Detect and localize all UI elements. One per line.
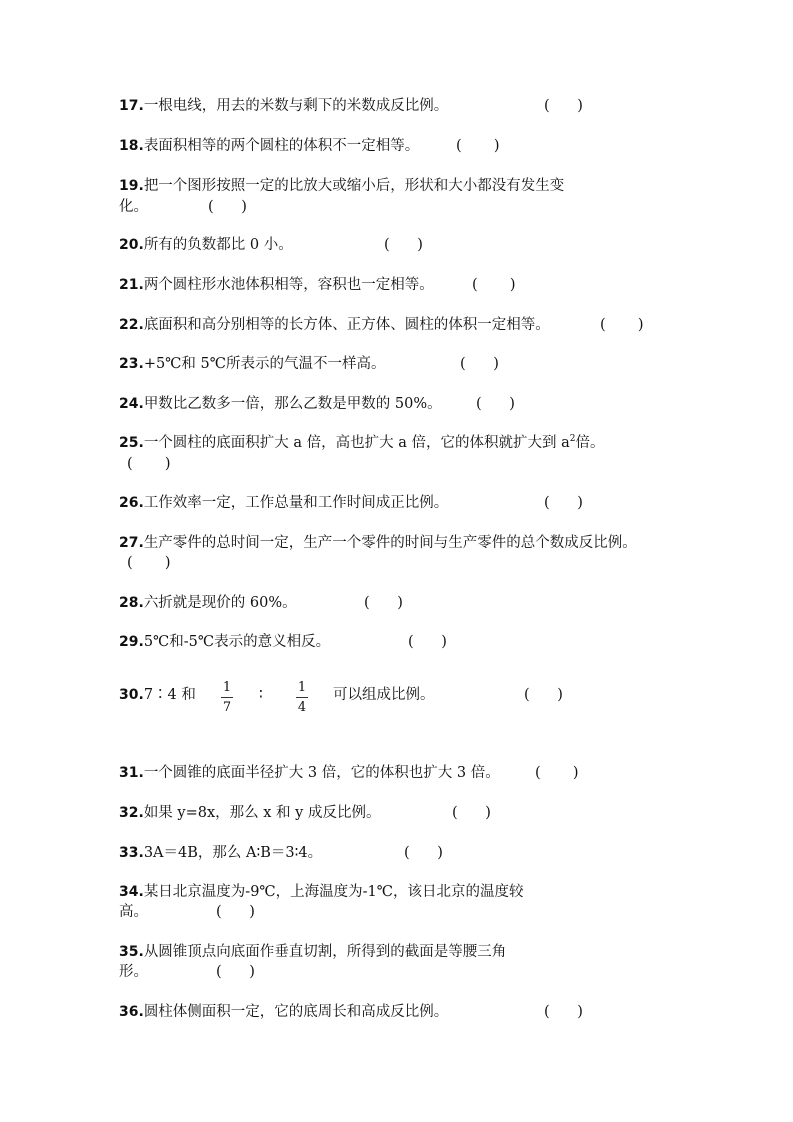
answer-bracket[interactable]: ( ) (524, 687, 563, 703)
question-number: 17. (119, 98, 144, 114)
question-text: 7∶4 和 (143, 687, 196, 703)
question-number: 19. (119, 178, 144, 194)
question-number: 29. (119, 634, 144, 650)
question-text: 倍。 (575, 435, 605, 451)
denominator: 7 (222, 700, 232, 715)
question-text: 一个圆柱的底面积扩大 a 倍，高也扩大 a 倍，它的体积就扩大到 a (143, 435, 570, 451)
question-25 (119, 434, 605, 452)
question-32 (119, 804, 380, 822)
answer-bracket[interactable]: ( ) (600, 317, 644, 333)
question-28 (119, 594, 297, 612)
question-text: 如果 y=8x，那么 x 和 y 成反比例。 (143, 805, 381, 821)
question-34 (119, 883, 524, 901)
question-text: 表面积相等的两个圆柱的体积不一定相等。 (143, 138, 420, 154)
question-33 (119, 844, 322, 862)
question-number: 30. (119, 687, 144, 703)
numerator: 1 (297, 680, 307, 695)
question-text: 一个圆锥的底面半径扩大 3 倍，它的体积也扩大 3 倍。 (143, 765, 500, 781)
question-30 (119, 686, 196, 704)
question-35 (119, 943, 506, 961)
answer-bracket[interactable]: ( ) (472, 277, 516, 293)
question-18 (119, 137, 419, 155)
denominator: 4 (297, 700, 307, 715)
fraction-bar (296, 697, 308, 698)
question-text: 生产零件的总时间一定，生产一个零件的时间与生产零件的总个数成反比例。 (143, 535, 637, 551)
question-number: 28. (119, 595, 144, 611)
question-text: 把一个图形按照一定的比放大或缩小后，形状和大小都没有发生变 (143, 178, 565, 194)
answer-bracket[interactable]: ( ) (544, 98, 583, 114)
answer-bracket[interactable]: ( ) (216, 964, 255, 980)
question-text: 圆柱体侧面积一定，它的底周长和高成反比例。 (143, 1004, 449, 1020)
question-31 (119, 764, 500, 782)
question-24 (119, 395, 442, 413)
question-19 (119, 177, 564, 195)
question-26 (119, 494, 448, 512)
question-19-continuation (119, 198, 148, 216)
question-text: 一根电线，用去的米数与剩下的米数成反比例。 (143, 98, 449, 114)
numerator: 1 (222, 680, 232, 695)
question-text: 3A＝4B，那么 A∶B＝3∶4。 (143, 845, 323, 861)
question-21 (119, 276, 434, 294)
fraction-one-fourth (294, 680, 310, 715)
answer-bracket[interactable]: ( ) (452, 805, 491, 821)
question-text: 某日北京温度为-9℃，上海温度为-1℃，该日北京的温度较 (143, 884, 524, 900)
question-text: 形。 (119, 964, 148, 980)
question-text: 化。 (119, 199, 148, 215)
question-number: 35. (119, 944, 144, 960)
question-text: 两个圆柱形水池体积相等，容积也一定相等。 (143, 277, 434, 293)
question-number: 34. (119, 884, 144, 900)
question-text: 可以组成比例。 (333, 687, 435, 703)
question-number: 21. (119, 277, 144, 293)
question-number: 26. (119, 495, 144, 511)
question-29 (119, 633, 330, 651)
question-20 (119, 236, 293, 254)
question-number: 23. (119, 356, 144, 372)
question-number: 18. (119, 138, 144, 154)
answer-bracket[interactable]: ( ) (216, 904, 255, 920)
question-text: +5℃和 5℃所表示的气温不一样高。 (143, 356, 386, 372)
answer-bracket[interactable]: ( ) (364, 595, 403, 611)
answer-bracket[interactable]: ( ) (460, 356, 499, 372)
question-number: 36. (119, 1004, 144, 1020)
question-text: 高。 (119, 904, 148, 920)
question-number: 20. (119, 237, 144, 253)
question-35-continuation (119, 963, 148, 981)
answer-bracket[interactable]: ( ) (535, 765, 579, 781)
question-23 (119, 355, 385, 373)
question-number: 22. (119, 317, 144, 333)
question-text: 六折就是现价的 60%。 (143, 595, 297, 611)
question-22 (119, 316, 550, 334)
question-text: 甲数比乙数多一倍，那么乙数是甲数的 50%。 (143, 396, 442, 412)
question-number: 33. (119, 845, 144, 861)
question-number: 25. (119, 435, 144, 451)
fraction-one-seventh (219, 680, 235, 715)
answer-bracket[interactable]: ( ) (544, 495, 583, 511)
question-34-continuation (119, 903, 148, 921)
question-number: 24. (119, 396, 144, 412)
question-number: 31. (119, 765, 144, 781)
answer-bracket[interactable]: ( ) (384, 237, 423, 253)
question-number: 32. (119, 805, 144, 821)
answer-bracket[interactable]: ( ) (208, 199, 247, 215)
question-text: 底面积和高分别相等的长方体、正方体、圆柱的体积一定相等。 (143, 317, 550, 333)
answer-bracket[interactable]: ( ) (544, 1004, 583, 1020)
question-number: 27. (119, 535, 144, 551)
answer-bracket[interactable]: ( ) (456, 138, 500, 154)
fraction-bar (221, 697, 233, 698)
answer-bracket[interactable]: ( ) (127, 555, 171, 571)
ratio-colon: ∶ (259, 687, 263, 703)
question-27 (119, 534, 637, 552)
question-text: 工作效率一定，工作总量和工作时间成正比例。 (143, 495, 449, 511)
answer-bracket[interactable]: ( ) (404, 845, 443, 861)
exponent: 2 (569, 434, 576, 445)
answer-bracket[interactable]: ( ) (408, 634, 447, 650)
answer-bracket[interactable]: ( ) (476, 396, 515, 412)
question-36 (119, 1003, 448, 1021)
question-text: 从圆锥顶点向底面作垂直切割，所得到的截面是等腰三角 (143, 944, 507, 960)
question-17 (119, 97, 448, 115)
question-text: 所有的负数都比 0 小。 (143, 237, 293, 253)
answer-bracket[interactable]: ( ) (127, 456, 171, 472)
question-text: 5℃和-5℃表示的意义相反。 (143, 634, 331, 650)
